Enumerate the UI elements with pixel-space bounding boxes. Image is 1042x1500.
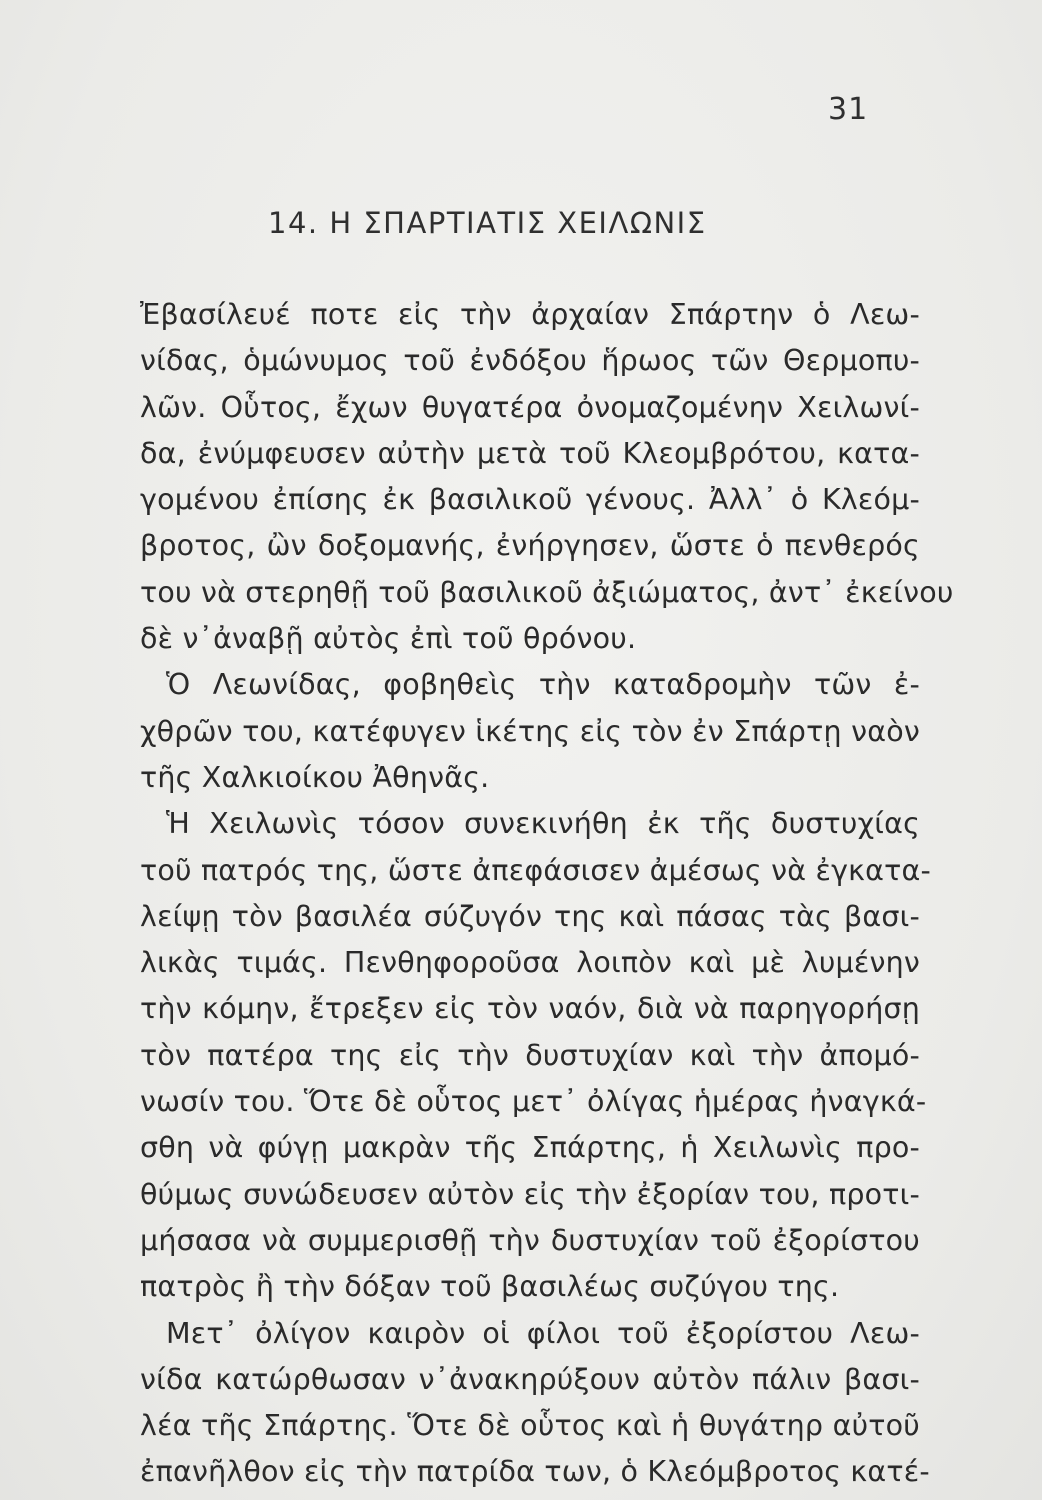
text-line: δὲ ν᾽ἀναβῇ αὐτὸς ἐπὶ τοῦ θρόνου.	[140, 622, 637, 656]
text-line: του νὰ στερηθῇ τοῦ βασιλικοῦ ἀξιώματος, ἀντ᾽ ἐκείνου	[140, 575, 954, 609]
text-line: μήσασα νὰ συμμερισθῇ τὴν δυστυχίαν τοῦ ἐξορίστου	[140, 1223, 920, 1257]
text-line: βροτος, ὢν δοξομανής, ἐνήργησεν, ὥστε ὁ πενθερός	[140, 529, 920, 563]
page-number: 31	[828, 92, 869, 127]
text-line: θύμως συνώδευσεν αὐτὸν εἰς τὴν ἐξορίαν του, προτι-	[140, 1177, 920, 1211]
text-line: πατρὸς ἢ τὴν δόξαν τοῦ βασιλέως συζύγου της.	[140, 1270, 840, 1304]
text-line: λείψῃ τὸν βασιλέα σύζυγόν της καὶ πάσας τὰς βασι-	[140, 899, 920, 933]
text-line: τῆς Χαλκιοίκου Ἀθηνᾶς.	[140, 760, 490, 794]
text-line: σθη νὰ φύγῃ μακρὰν τῆς Σπάρτης, ἡ Χειλωνὶς προ-	[140, 1131, 920, 1165]
text-line: τὴν κόμην, ἔτρεξεν εἰς τὸν ναόν, διὰ νὰ παρηγορήσῃ	[140, 992, 920, 1026]
text-line: νωσίν του. Ὅτε δὲ οὗτος μετ᾽ ὀλίγας ἡμέρας ἠναγκά-	[140, 1085, 927, 1119]
text-line: δα, ἐνύμφευσεν αὐτὴν μετὰ τοῦ Κλεομβρότου, κατα-	[140, 436, 920, 470]
text-line: Ὁ Λεωνίδας, φοβηθεὶς τὴν καταδρομὴν τῶν ἐ-	[166, 668, 920, 702]
text-line: νίδα κατώρθωσαν ν᾽ἀνακηρύξουν αὐτὸν πάλιν βασι-	[140, 1362, 920, 1396]
text-line: Μετ᾽ ὀλίγον καιρὸν οἱ φίλοι τοῦ ἐξορίστου Λεω-	[166, 1316, 920, 1350]
text-line: λῶν. Οὗτος, ἔχων θυγατέρα ὀνομαζομένην Χειλωνί-	[140, 390, 920, 424]
chapter-title: 14. Η ΣΠΑΡΤΙΑΤΙΣ ΧΕΙΛΩΝΙΣ	[268, 206, 707, 240]
text-line: γομένου ἐπίσης ἐκ βασιλικοῦ γένους. Ἀλλ᾽ ὁ Κλεόμ-	[140, 483, 920, 517]
text-line: λέα τῆς Σπάρτης. Ὅτε δὲ οὗτος καὶ ἡ θυγάτηρ αὐτοῦ	[140, 1409, 920, 1443]
body-text	[140, 292, 954, 1496]
text-line: τὸν πατέρα της εἰς τὴν δυστυχίαν καὶ τὴν ἀπομό-	[140, 1038, 920, 1072]
text-line: λικὰς τιμάς. Πενθηφοροῦσα λοιπὸν καὶ μὲ λυμένην	[140, 946, 920, 980]
text-line: τοῦ πατρός της, ὥστε ἀπεφάσισεν ἀμέσως νὰ ἐγκατα-	[140, 853, 931, 887]
text-line: Ἐβασίλευέ ποτε εἰς τὴν ἀρχαίαν Σπάρτην ὁ Λεω-	[140, 298, 920, 331]
text-line: χθρῶν του, κατέφυγεν ἱκέτης εἰς τὸν ἐν Σπάρτῃ ναὸν	[140, 714, 920, 748]
text-line: νίδας, ὁμώνυμος τοῦ ἐνδόξου ἥρωος τῶν Θερμοπυ-	[140, 344, 920, 378]
text-line: ἐπανῆλθον εἰς τὴν πατρίδα των, ὁ Κλεόμβροτος κατέ-	[140, 1455, 930, 1489]
text-line: Ἡ Χειλωνὶς τόσον συνεκινήθη ἐκ τῆς δυστυχίας	[166, 807, 920, 841]
